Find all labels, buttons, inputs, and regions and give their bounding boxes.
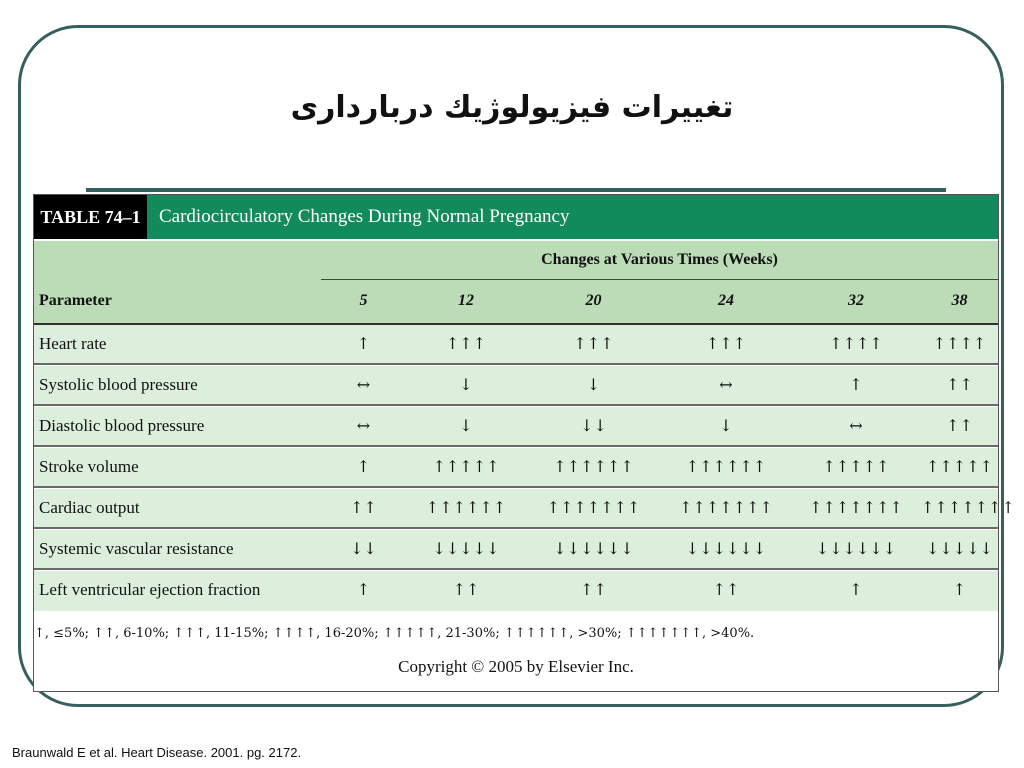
row-value: ↓ <box>459 375 473 394</box>
slide-title: تغييرات فيزيولوژيك درباردارى <box>290 90 734 125</box>
table-row <box>34 407 998 447</box>
row-value: ↓↓↓↓↓↓ <box>685 539 767 558</box>
row-value: ↑ <box>356 457 371 476</box>
row-value: ↑ <box>356 580 371 599</box>
row-value: ↑↑↑ <box>573 334 614 353</box>
row-value: ↑↑↑↑↑↑↑ <box>679 498 773 517</box>
row-value: ↔ <box>356 416 371 435</box>
table-row <box>34 530 998 570</box>
row-value: ↑ <box>849 375 863 394</box>
column-header-row <box>34 281 998 321</box>
column-header-week: 5 <box>359 292 368 309</box>
row-value: ↑ <box>849 580 863 599</box>
row-parameter: Systemic vascular resistance <box>39 539 234 558</box>
row-value: ↓ <box>586 375 601 394</box>
changes-header: Changes at Various Times (Weeks) <box>541 251 778 268</box>
table-row <box>34 366 998 406</box>
row-value: ↑↑ <box>452 580 480 599</box>
row-value: ↑↑↑↑↑↑ <box>685 457 767 476</box>
column-header-week: 20 <box>585 292 602 309</box>
row-value: ↑↑↑↑ <box>829 334 883 353</box>
column-header-week: 38 <box>951 292 968 309</box>
row-parameter: Systolic blood pressure <box>39 375 198 394</box>
row-value: ↑↑↑↑↑↑ <box>553 457 634 476</box>
row-value: ↓↓↓↓↓ <box>432 539 500 558</box>
table-row <box>34 489 1015 529</box>
table-row <box>34 571 998 611</box>
row-value: ↓↓↓↓↓↓ <box>815 539 897 558</box>
row-parameter: Stroke volume <box>39 457 139 476</box>
row-parameter: Heart rate <box>39 334 107 353</box>
column-header-week: 24 <box>718 292 734 309</box>
row-value: ↑↑↑↑ <box>932 334 987 353</box>
copyright-notice: Copyright © 2005 by Elsevier Inc. <box>398 657 634 676</box>
row-value: ↓↓↓↓↓↓ <box>553 539 634 558</box>
row-value: ↑↑↑↑↑ <box>432 457 500 476</box>
table-row <box>34 325 998 365</box>
row-value: ↑↑↑↑↑↑↑ <box>546 498 641 517</box>
table-title: Cardiocirculatory Changes During Normal Pregnancy <box>159 206 570 227</box>
title-underline <box>86 188 946 192</box>
row-parameter: Left ventricular ejection fraction <box>39 580 261 599</box>
row-parameter: Diastolic blood pressure <box>39 416 205 435</box>
row-value: ↓↓↓↓↓ <box>925 539 994 558</box>
row-value: ↑↑↑↑↑↑↑ <box>809 498 903 517</box>
row-value: ↑↑↑ <box>445 334 487 353</box>
row-value: ↑↑↑↑↑ <box>925 457 994 476</box>
row-value: ↑↑↑ <box>705 334 747 353</box>
table-footnote: ↑, ≤5%; ↑↑, 6-10%; ↑↑↑, 11-15%; ↑↑↑↑, 16-20%; ↑↑↑↑↑, 21-30%; ↑↑↑↑↑↑, >30%; ↑↑↑↑↑↑↑, >40%. <box>34 626 755 641</box>
row-value: ↓ <box>719 416 733 435</box>
column-header-week: 32 <box>848 292 864 309</box>
source-citation: Braunwald E et al. Heart Disease. 2001. pg. 2172. <box>12 745 302 760</box>
row-value: ↔ <box>849 416 863 435</box>
changes-header-rule <box>321 279 998 280</box>
row-value: ↑↑↑↑↑↑↑ <box>921 498 1015 517</box>
row-value: ↑↑↑↑↑↑ <box>425 498 507 517</box>
table-row <box>34 448 998 488</box>
row-value: ↓ <box>459 416 473 435</box>
column-header-week: 12 <box>458 292 474 309</box>
row-value: ↔ <box>356 375 371 394</box>
row-value: ↑↑ <box>946 375 973 394</box>
row-value: ↑↑ <box>712 580 740 599</box>
row-value: ↑↑ <box>350 498 377 517</box>
row-value: ↑↑ <box>946 416 973 435</box>
table-figure <box>33 194 1015 692</box>
column-header-parameter: Parameter <box>39 292 112 309</box>
table-header <box>34 241 998 323</box>
row-value: ↓↓ <box>350 539 377 558</box>
row-value: ↑ <box>952 580 967 599</box>
row-value: ↔ <box>719 375 733 394</box>
row-value: ↓↓ <box>580 416 607 435</box>
row-value: ↑↑↑↑↑ <box>822 457 890 476</box>
row-parameter: Cardiac output <box>39 498 140 517</box>
table-caption-bar <box>34 195 998 239</box>
row-value: ↑↑ <box>580 580 607 599</box>
row-value: ↑ <box>356 334 371 353</box>
table-label: TABLE 74–1 <box>34 195 147 239</box>
